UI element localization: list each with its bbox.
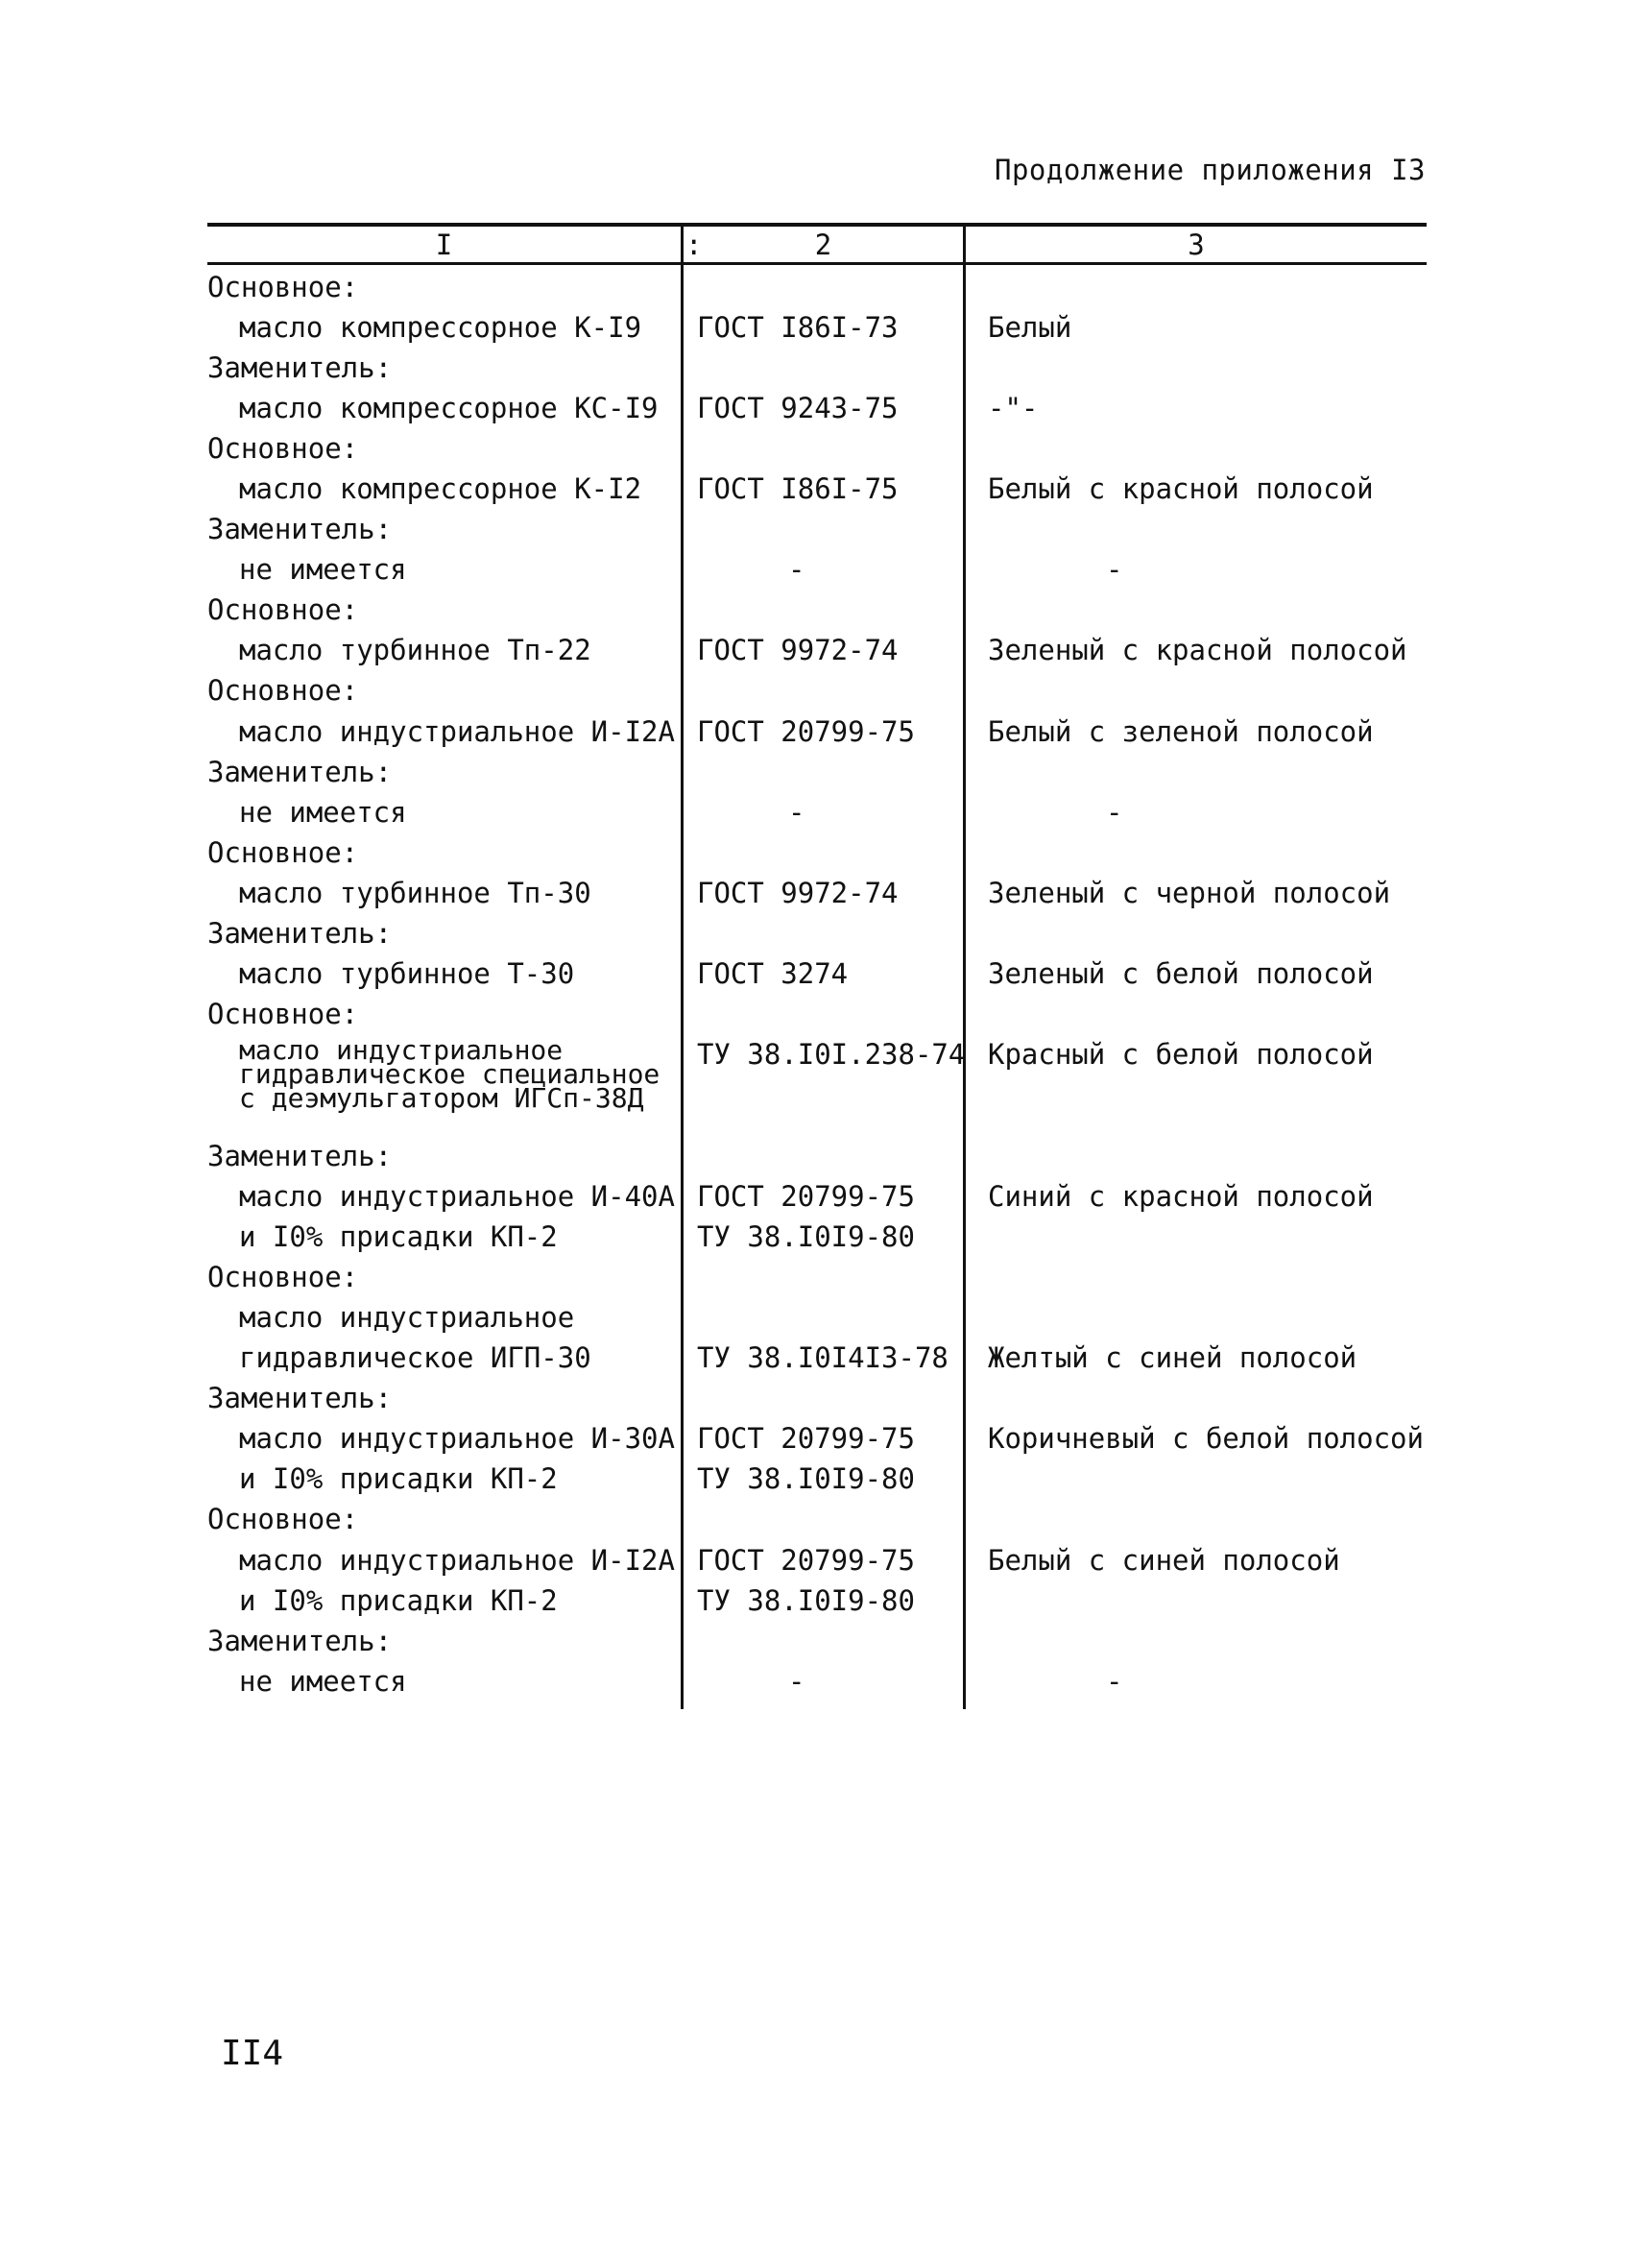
row-standard: ГОСТ I86I-75 — [697, 472, 899, 505]
row-marking-color: Коричневый с белой полосой — [988, 1422, 1424, 1455]
row-marking-color: Белый с синей полосой — [988, 1544, 1340, 1577]
row-standard: ГОСТ 9243-75 — [697, 392, 899, 424]
row-standard: ТУ 38.I0I.238-74 — [697, 1038, 966, 1071]
row-name: не имеется — [239, 553, 407, 586]
row-section-label: Заменитель: — [207, 1382, 393, 1414]
row-name: масло индустриальное И-I2А — [239, 1544, 675, 1577]
row-name: масло индустриальное И-30А — [239, 1422, 675, 1455]
table-top-rule — [207, 223, 1427, 227]
row-standard: ТУ 38.I0I9-80 — [697, 1462, 915, 1495]
row-marking-color: Белый — [988, 311, 1072, 344]
column-header-1: I — [435, 229, 453, 261]
row-standard: ГОСТ 20799-75 — [697, 1544, 915, 1577]
row-section-label: Основное: — [207, 432, 359, 465]
table-header-rule — [207, 262, 1427, 265]
row-standard: - — [788, 553, 805, 586]
row-name: и I0% присадки КП-2 — [239, 1220, 558, 1253]
row-name: масло турбинное Т-30 — [239, 957, 575, 990]
row-section-label: Заменитель: — [207, 917, 393, 950]
row-section-label: Основное: — [207, 593, 359, 626]
column-header-3: 3 — [1188, 229, 1205, 261]
row-standard: ГОСТ 3274 — [697, 957, 849, 990]
page-number: II4 — [221, 2034, 284, 2073]
row-standard: - — [788, 796, 805, 829]
row-name: не имеется — [239, 1665, 407, 1698]
row-standard: ТУ 38.I0I9-80 — [697, 1584, 915, 1617]
row-standard: ГОСТ 20799-75 — [697, 715, 915, 748]
row-standard: ГОСТ 20799-75 — [697, 1422, 915, 1455]
row-section-label: Основное: — [207, 271, 359, 303]
row-section-label: Заменитель: — [207, 351, 393, 384]
column-header-2: 2 — [814, 229, 832, 261]
row-standard: ТУ 38.I0I9-80 — [697, 1220, 915, 1253]
row-name: масло индустриальное И-40А — [239, 1180, 675, 1213]
row-section-label: Основное: — [207, 1261, 359, 1293]
row-name-line: масло индустриальное — [239, 1034, 564, 1066]
row-name: масло индустриальное И-I2А — [239, 715, 675, 748]
row-marking-color: Синий с красной полосой — [988, 1180, 1374, 1213]
row-marking-color: Красный с белой полосой — [988, 1038, 1374, 1071]
row-marking-color: Зеленый с красной полосой — [988, 634, 1407, 666]
row-name-multiline — [239, 1034, 660, 1114]
row-section-label: Основное: — [207, 998, 359, 1030]
row-name: масло турбинное Тп-22 — [239, 634, 591, 666]
row-standard: - — [788, 1665, 805, 1698]
row-standard: ГОСТ 9972-74 — [697, 877, 899, 909]
column-header-colon: : — [685, 229, 703, 261]
row-marking-color: - — [1106, 796, 1123, 829]
row-name: гидравлическое ИГП-30 — [239, 1341, 591, 1374]
row-section-label: Основное: — [207, 836, 359, 869]
row-standard: ГОСТ 20799-75 — [697, 1180, 915, 1213]
column-divider-1 — [681, 223, 684, 1709]
row-name: масло компрессорное КС-I9 — [239, 392, 659, 424]
column-divider-2 — [963, 223, 966, 1709]
row-marking-color: Белый с зеленой полосой — [988, 715, 1374, 748]
row-name: и I0% присадки КП-2 — [239, 1584, 558, 1617]
row-name: масло компрессорное К-I9 — [239, 311, 642, 344]
row-standard: ГОСТ 9972-74 — [697, 634, 899, 666]
row-standard: ГОСТ I86I-73 — [697, 311, 899, 344]
row-marking-color: - — [1106, 1665, 1123, 1698]
row-name-line: с деэмульгатором ИГСп-38Д — [239, 1082, 644, 1114]
row-section-label: Заменитель: — [207, 756, 393, 788]
row-marking-color: Зеленый с белой полосой — [988, 957, 1374, 990]
row-marking-color: Зеленый с черной полосой — [988, 877, 1391, 909]
row-section-label: Заменитель: — [207, 1140, 393, 1172]
row-section-label: Заменитель: — [207, 513, 393, 545]
row-name: масло турбинное Тп-30 — [239, 877, 591, 909]
row-section-label: Основное: — [207, 674, 359, 707]
row-section-label: Основное: — [207, 1503, 359, 1535]
row-name: масло индустриальное — [239, 1301, 575, 1334]
row-marking-color: -"- — [988, 392, 1039, 424]
row-marking-color: Белый с красной полосой — [988, 472, 1374, 505]
row-marking-color: Желтый с синей полосой — [988, 1341, 1357, 1374]
row-marking-color: - — [1106, 553, 1123, 586]
row-name: не имеется — [239, 796, 407, 829]
row-standard: ТУ 38.I0I4I3-78 — [697, 1341, 949, 1374]
row-name: и I0% присадки КП-2 — [239, 1462, 558, 1495]
row-name-line: гидравлическое специальное — [239, 1058, 660, 1090]
row-name: масло компрессорное К-I2 — [239, 472, 642, 505]
row-section-label: Заменитель: — [207, 1625, 393, 1657]
page-caption: Продолжение приложения I3 — [995, 154, 1426, 186]
